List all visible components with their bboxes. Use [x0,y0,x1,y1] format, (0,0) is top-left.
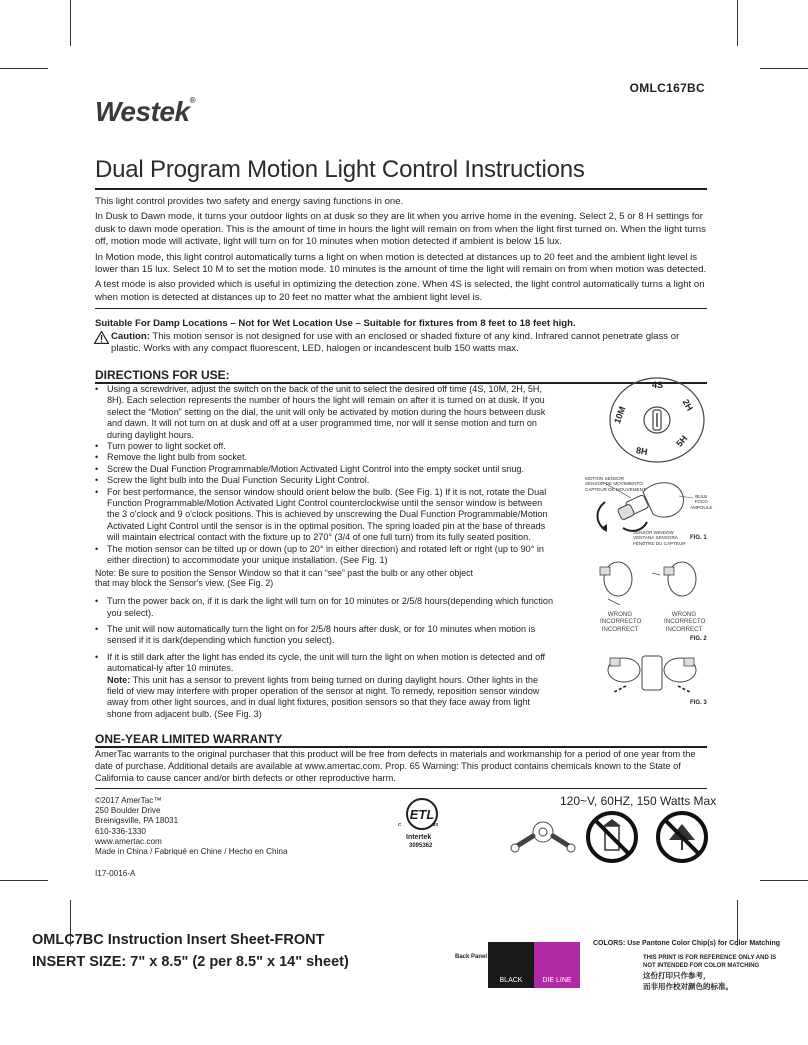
fig1-sensor-label: MOTION SENSOR SENSOR DE MOVIMIENTO CAPTEUR DE MOUVEMENT [585,476,646,492]
dial-label-2h: 2H [680,397,695,413]
list-item: • Remove the light bulb from socket. [95,452,557,463]
reference-line: THIS PRINT IS FOR REFERENCE ONLY AND IS [643,955,777,961]
dial-label-8h: 8H [635,445,649,457]
black-swatch-label: BLACK [499,977,523,984]
dieline-swatch-label: DIE LINE [542,977,572,984]
svg-text:ETL: ETL [409,807,435,822]
copyright: ©2017 AmerTac™ [95,796,162,805]
fig2-illustration [590,555,710,610]
fig1-label: FIG. 1 [690,535,707,541]
part-code: I17-0016-A [95,869,136,879]
list-item: • If it is still dark after the light has ended its cycle, the unit will turn the light on when motion is detected and off automatical-ly after 10 minutes. [95,652,557,675]
caution-block [95,331,707,356]
crop-mark [0,68,48,69]
dual-fixture-icon [507,818,579,858]
list-item: • Screw the Dual Function Programmable/Motion Activated Light Control into the empty socket until snug. [95,464,557,475]
intro-paragraph: In Motion mode, this light control automatically turns a light on when motion is detected at distances up to 20 feet and the ambient light level is lower than 15 lux. Select 10 M to set the motion mode. 10 minutes is the amount of time the light will remain on from when motion was detected. [95,251,707,276]
brand-logo [95,96,195,128]
fig2-wrong-label: WRONG INCORRECTO INCORRECT [664,611,706,633]
website-link[interactable]: www.amertac.com [95,836,162,846]
electrical-spec: 120~V, 60HZ, 150 Watts Max [560,794,717,808]
company-info [95,796,288,879]
list-item: • The motion sensor can be tilted up or down (up to 20° in either direction) and rotated left or right (up to 90° in either direction) to accommodate your unique installation. (See Fig. 1) [95,544,557,567]
list-item: • Screw the light bulb into the Dual Function Security Light Control. [95,475,557,486]
black-swatch [488,942,534,988]
directions-list [95,384,557,720]
list-item: • Using a screwdriver, adjust the switch on the back of the unit to select the desired off time (4S, 10M, 2H, 5H, 8H). Each selection represents the number of hours the light will remain on after it is turned on at dusk. If you select the “Motion” setting on the dial, the unit will only be activated by motion during the hours between dusk and dawn. It will not turn on at dusk and off at a user programmed time, nor will it sense motion and turn on during daylight hours. [95,384,557,441]
address-line: Breinigsville, PA 18031 [95,816,179,826]
sensor-note: Note: Be sure to position the Sensor Window so that it can “see” past the bulb or any other object that may block the Sensor's view. (See Fig. 2) [95,567,473,589]
fig3-label: FIG. 3 [690,700,707,706]
reference-line-cn: 而非用作校对颜色的标准。 [643,982,733,991]
daylight-note [95,675,557,721]
brand-name: Westek [95,96,190,127]
crop-mark [737,0,738,46]
caution-text: This motion sensor is not designed for use with an enclosed or shaded fixture of any kind. Infrared cannot penetrate glass or plastic. Works with any compact fluorescent, LED, halogen or incandescent bulb 150 watts max. [111,331,680,355]
intertek-label: Intertek [406,834,432,841]
section-rule [95,788,707,789]
intertek-number: 3095362 [409,843,433,849]
fig2-label: FIG. 2 [690,636,707,642]
model-number: OMLC167BC [629,81,705,95]
fig1-window-label: SENSOR WINDOW VENTANA SENSORA FENÊTRE DU CAPTEUR [633,530,686,546]
note-text: This unit has a sensor to prevent lights from being turned on during daylight hours. Other lights in the field of view may interfere with proper operation of the sensor at night. To remedy, reposition sensor window away from other light sources, and in dual light fixtures, position sensors so that they face away from light shone from adjacent bulb. (See Fig. 3) [107,674,540,719]
etl-c-mark: C [398,822,402,827]
reference-note [643,954,776,992]
page-title: Dual Program Motion Light Control Instructions [95,156,585,183]
title-rule [95,188,707,190]
back-panel-label: Back Panel [455,954,488,960]
no-enclosed-fixture-icon [585,810,639,864]
list-item: • The unit will now automatically turn the light on for 2/5/8 hours after dusk, or for 10 minutes when motion is sensed if it is dark(depending which function you select). [95,624,557,647]
warranty-text: AmerTac warrants to the original purchaser that this product will be free from defects in materials and workmanship for a period of one year from the date of purchase. Additional details are available at www.amertac.com. Prop. 65 Warning: This product contains chemicals known to the State of California to cause cancer and/or birth defects or other reproductive harm. [95,749,696,783]
fig3-illustration [596,648,708,698]
address-line: 250 Boulder Drive [95,806,161,816]
intro-paragraph: A test mode is also provided which is useful in optimizing the detection zone. When 4S is selected, the light control automatically turns a light on when motion is detected at distances up to 20 feet no matter what the ambient light level is. [95,279,705,303]
dial-label-4s: 4S [652,380,664,390]
fig2-wrong-label: WRONG INCORRECTO INCORRECT [600,611,642,633]
dial-label-5h: 5H [674,433,690,449]
dial-label-10m: 10M [612,405,628,425]
brand-registered-mark: ® [189,96,195,105]
intro-section [95,196,707,307]
insert-sheet-title: OMLC7BC Instruction Insert Sheet-FRONT [32,932,325,948]
crop-mark [760,880,808,881]
made-in: Made in China / Fabriqué en Chine / Hecho en China [95,847,288,857]
phone: 610-336-1330 [95,826,146,836]
note-label: Note: [107,674,131,685]
list-item: • Turn power to light socket off. [95,441,557,452]
directions-heading: DIRECTIONS FOR USE: [95,368,230,382]
reference-line: NOT INTENDED FOR COLOR MATCHING [643,963,760,969]
intro-paragraph: This light control provides two safety and energy saving functions in one. [95,196,404,207]
intro-paragraph: In Dusk to Dawn mode, it turns your outdoor lights on at dusk so they are lit when you arrive home in the evening. Select 2, 5 or 8 H settings for dusk to dawn mode operation. This is the amount of time in hours the light will remain on from when the light first turned on. When the light turns off, motion mode will activate, light will turn on for 10 minutes when motion detected if ambient is below 15 lux. [95,211,706,248]
caution-label: Caution: [111,331,150,342]
no-shaded-fixture-icon [655,810,709,864]
fig1-bulb-label: BULB FOCO AMPOULE [690,494,713,510]
insert-size: INSERT SIZE: 7" x 8.5" (2 per 8.5" x 14" sheet) [32,954,349,970]
list-item: • Turn the power back on, if it is dark the light will turn on for 10 minutes or 2/5/8 hours(depending which function you select). [95,596,557,619]
crop-mark [70,0,71,46]
colors-note: COLORS: Use Pantone Color Chip(s) for Color Matching [593,940,781,947]
crop-mark [0,880,48,881]
warranty-heading: ONE-YEAR LIMITED WARRANTY [95,732,283,746]
etl-us-mark: US [432,822,439,827]
crop-mark [760,68,808,69]
reference-line-cn: 这份打印只作参考， [643,971,711,980]
dieline-swatch [534,942,580,988]
section-rule [95,308,707,309]
warning-icon [94,331,109,344]
suitable-notice: Suitable For Damp Locations – Not for Wet Location Use – Suitable for fixtures from 8 feet to 18 feet high. [95,318,576,329]
list-item: • For best performance, the sensor window should orient below the bulb. (See Fig. 1) If it is not, rotate the Dual Function Programmable/Motion Activated Light Control counterclockwise until the sensor window is between the 3 o'clock and 9 o'clock positions. This is achieved by unscrewing the Dual Function Programmable/Motion Activated Light Control until the sensor is in the optimal position. The spring loaded pin at the base of threads will maintain electrical contact with the fixture up to 270° (3/4 of one full turn) from its fully seated position. [95,487,557,544]
